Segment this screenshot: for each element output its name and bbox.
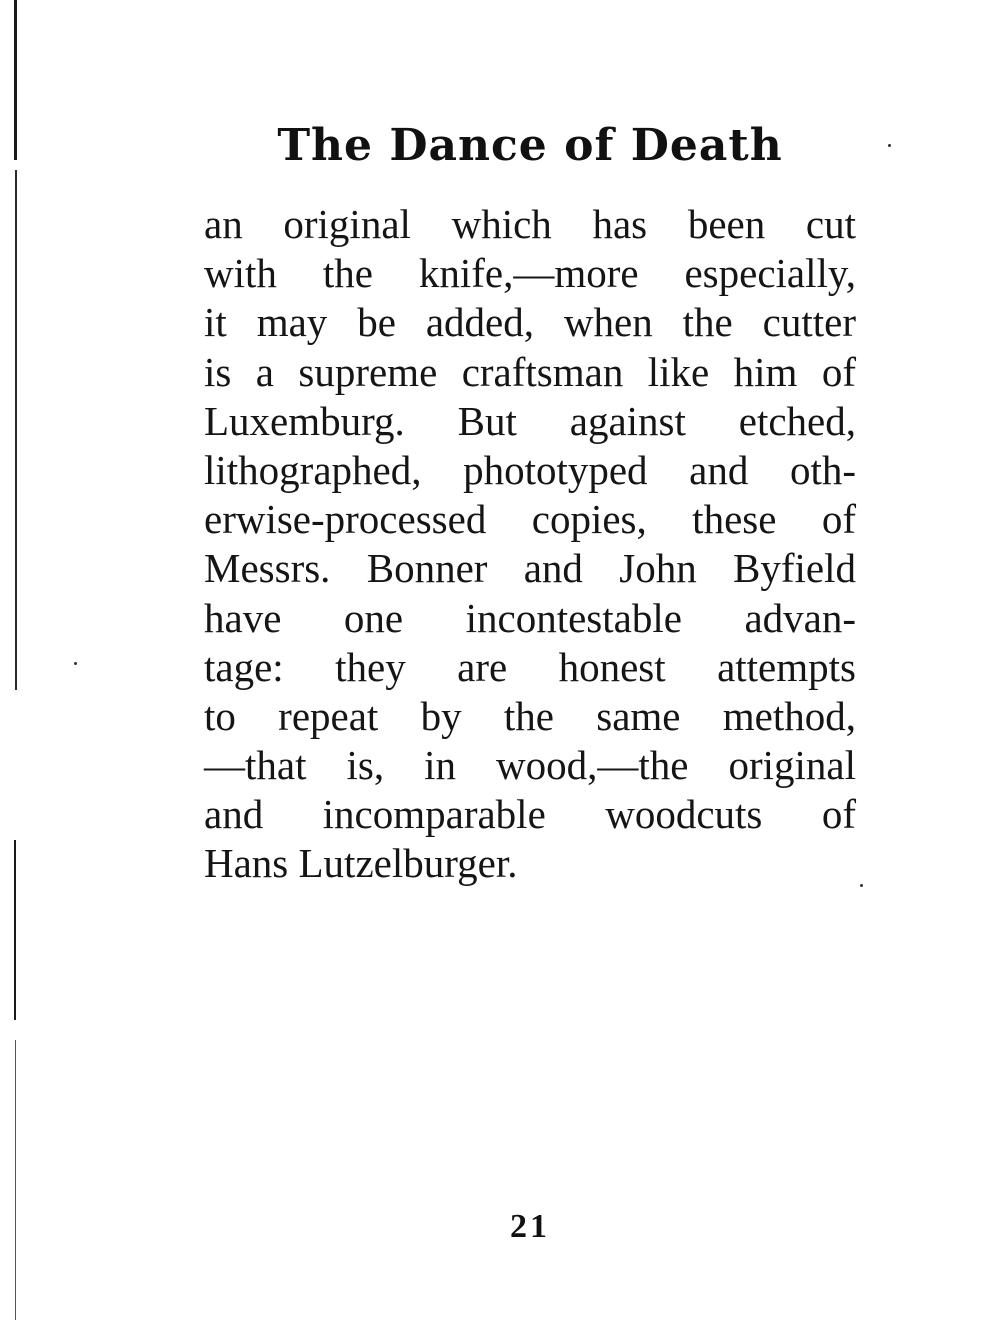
text-line: erwise-processed copies, these of (204, 496, 856, 543)
body-text (204, 200, 856, 889)
text-line: tage: they are honest attempts (204, 643, 856, 690)
text-line: it may be added, when the cutter (204, 299, 856, 346)
text-line: lithographed, phototyped and oth- (204, 446, 856, 493)
page-number: 21 (510, 1208, 550, 1245)
text-line: Hans Lutzelburger. (204, 840, 518, 887)
scan-speck (860, 884, 863, 887)
scan-speck (74, 662, 77, 665)
text-line: Messrs. Bonner and John Byfield (204, 545, 856, 592)
running-head: The Dance of Death (277, 120, 783, 171)
text-line: is a supreme craftsman like him of (204, 348, 856, 395)
text-line: and incomparable woodcuts of (204, 791, 856, 838)
text-line: with the knife,—more especially, (204, 250, 856, 297)
text-line: have one incontestable advan- (204, 594, 856, 641)
binding-edge-mark (15, 1040, 16, 1320)
binding-edge-mark (14, 840, 16, 1020)
text-line: —that is, in wood,—the original (204, 742, 856, 789)
binding-edge-mark (15, 170, 17, 690)
text-line: to repeat by the same method, (204, 692, 856, 739)
text-line: an original which has been cut (204, 201, 856, 247)
text-line: Luxemburg. But against etched, (204, 397, 856, 444)
